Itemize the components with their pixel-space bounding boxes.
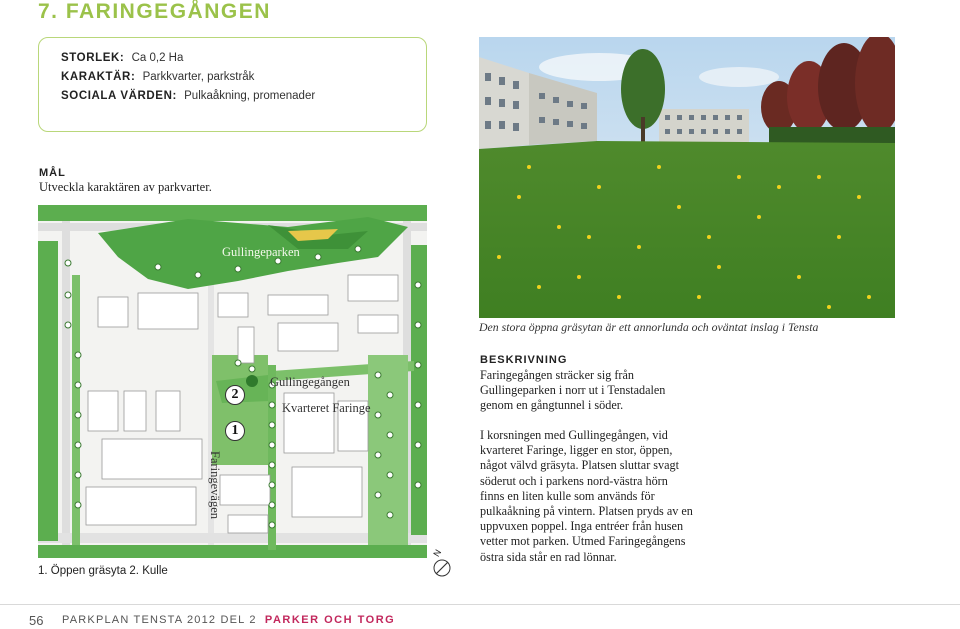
info-size-row [61,49,426,68]
page-title: 7. FARINGEGÅNGEN [38,0,271,23]
info-size-key: STORLEK: [61,52,125,64]
north-arrow [432,548,452,580]
info-social-value: Pulkaåkning, promenader [184,90,316,102]
info-box [38,37,427,132]
photo-caption: Den stora öppna gräsytan är ett annorlunda och oväntat inslag i Tensta [479,320,819,334]
description-heading: BESKRIVNING [480,354,568,366]
info-size-value: Ca 0,2 Ha [131,52,184,64]
map-label-block: Kvarteret Faringe [282,401,371,415]
site-photo-image [479,37,895,318]
info-character-row [61,68,426,87]
map-marker-2: 2 [225,385,245,405]
map-marker-1: 1 [225,421,245,441]
description-paragraph-1: Faringegången sträcker sig från Gullingeparken i norr ut i Tenstadalen genom en gångtunnel i söder. [480,368,666,413]
map-label-park: Gullingeparken [222,245,300,259]
info-character-key: KARAKTÄR: [61,71,136,83]
goal-text: Utveckla karaktären av parkvarter. [39,180,212,194]
footer-divider [0,604,960,605]
goal-heading: MÅL [39,167,66,179]
site-photo [479,37,895,318]
info-social-row [61,87,426,106]
footer-page-number: 56 [29,613,44,628]
map-legend: 1. Öppen gräsyta 2. Kulle [38,565,168,577]
north-letter: N [431,547,444,559]
description-paragraph-2: I korsningen med Gullingegången, vid kvarteret Faringe, ligger en stor, öppen, något välvd gräsyta. Platsen sluttar svagt söderut och i parkens nord-västra hörn finns en liten kulle som används för pulkaåkning på vintern. Platsen pryds av en uppvuxen poppel. Inga entréer från husen vetter mot parken. Utmed Faringegångens östra sida står en rad lönnar. [480,428,693,564]
footer-part-label: PARKER OCH TORG [264,614,396,626]
info-character-value: Parkkvarter, parkstråk [142,71,255,83]
footer-publication-label: PARKPLAN TENSTA 2012 DEL 2 [62,614,257,626]
site-map [38,205,427,558]
map-label-walkway: Gullingegången [270,375,350,389]
footer-publication [62,614,395,626]
info-social-key: SOCIALA VÄRDEN: [61,90,177,102]
map-label-street: Faringevägen [208,451,222,520]
